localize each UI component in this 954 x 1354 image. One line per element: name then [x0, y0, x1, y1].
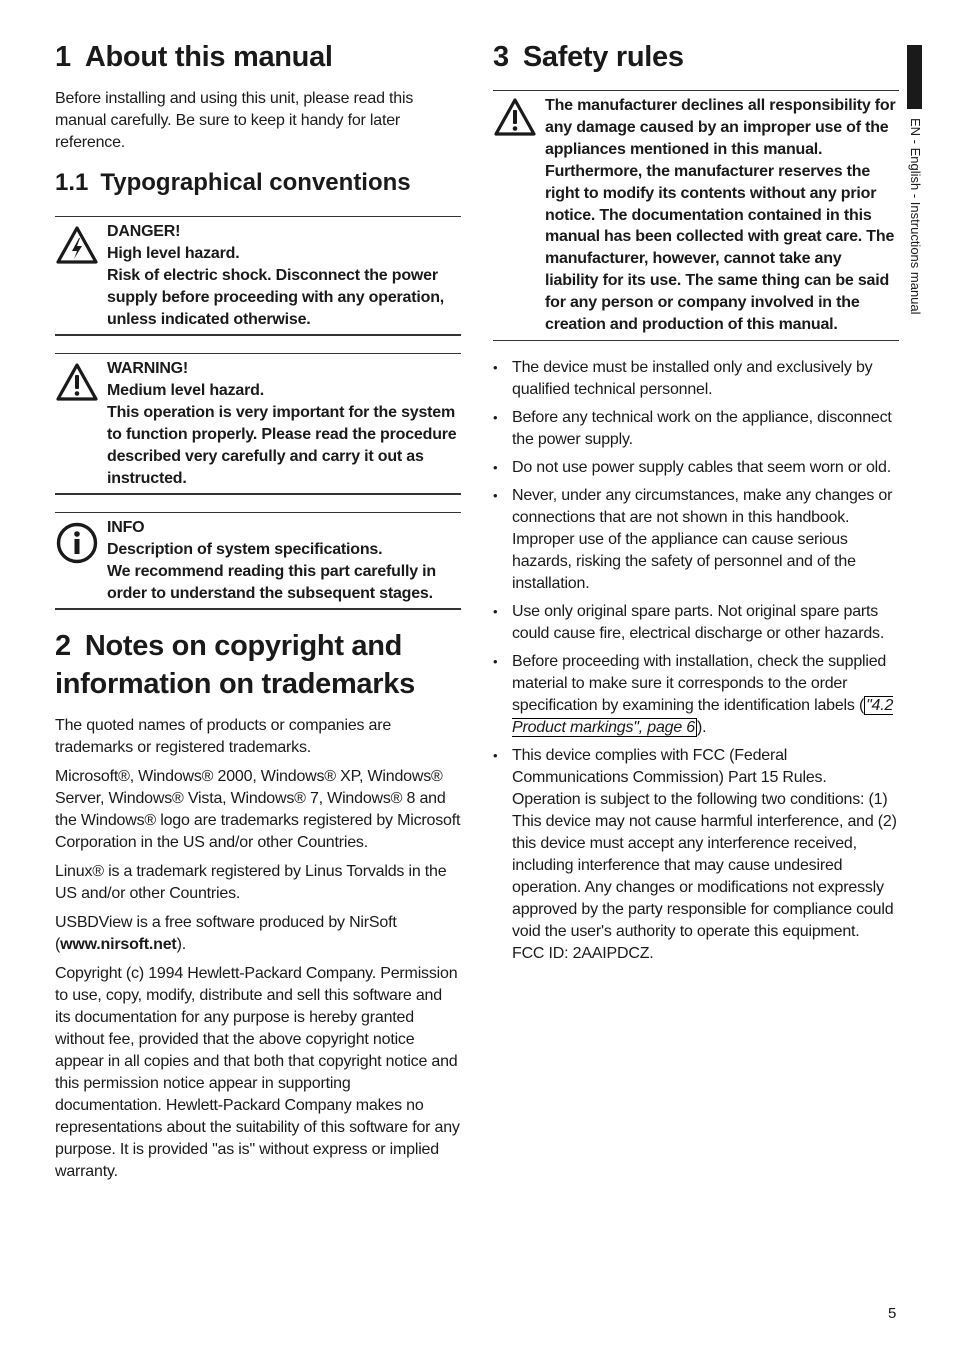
product-markings-link[interactable]: "4.2 Product markings", page 6 — [512, 696, 894, 736]
list-item: • Before any technical work on the appliance, disconnect the power supply. — [493, 407, 899, 451]
electric-hazard-icon — [55, 221, 107, 331]
list-item: • The device must be installed only and exclusively by qualified technical personnel. — [493, 357, 899, 401]
bullet6-text-end: ). — [697, 718, 707, 736]
list-item: • Do not use power supply cables that seem worn or old. — [493, 457, 899, 479]
info-icon — [55, 517, 107, 605]
info-level: Description of system specifications. — [107, 541, 383, 558]
section1-title: About this manual — [84, 41, 333, 73]
list-item: • Never, under any circumstances, make any changes or connections that are not shown in this handbook. Improper use of the appliance can cause serious hazards, risking the safety of personnel and of the installation. — [493, 485, 899, 595]
trademark-paragraph-3: Linux® is a trademark registered by Linus Torvalds in the US and/or other Countries. — [55, 863, 447, 902]
list-item — [493, 745, 899, 965]
safety-warning-text: The manufacturer declines all responsibility for any damage caused by an improper use of the appliances mentioned in this manual. Furthermore, the manufacturer reserves the right to modify its contents without any prior notice. The documentation contained in this manual has been collected with great care. The manufacturer, however, cannot take any liability for its use. The same thing can be said for any person or company involved in the creation and production of this manual. — [545, 97, 896, 334]
page-number: 5 — [888, 1305, 897, 1322]
left-column — [55, 38, 461, 1190]
danger-notice — [55, 216, 461, 336]
section1-heading — [55, 38, 461, 76]
trademark-paragraph-4 — [55, 912, 461, 956]
side-tab-label: EN - English - Instructions manual — [908, 118, 923, 315]
subsection-heading — [55, 168, 461, 198]
section3-number: 3 — [493, 41, 509, 73]
trademark-paragraph-2: Microsoft®, Windows® 2000, Windows® XP, Windows® Server, Windows® Vista, Windows® 7, Windows® 8 and the Windows® logo are trademarks registered by Microsoft Corporation in the US and/or other Countries. — [55, 768, 461, 851]
info-label: INFO — [107, 519, 145, 536]
safety-warning-box — [493, 90, 899, 341]
subsection-title: Typographical conventions — [100, 169, 411, 196]
list-item: • Use only original spare parts. Not original spare parts could cause fire, electrical discharge or other hazards. — [493, 601, 899, 645]
warning-icon — [55, 358, 107, 490]
info-text: We recommend reading this part carefully in order to understand the subsequent stages. — [107, 563, 436, 602]
safety-rules-list — [493, 357, 899, 965]
section2-title-line2: information on trademarks — [55, 668, 415, 700]
section2-title-line1: Notes on copyright and — [84, 630, 403, 662]
section1-number: 1 — [55, 41, 71, 73]
copyright-paragraph: Copyright (c) 1994 Hewlett-Packard Company. Permission to use, copy, modify, distribute and sell this software and its documentation for any purpose is hereby granted without fee, provided that the above copyright notice appear in all copies and that both that copyright notice and this permission notice appear in supporting documentation. Hewlett-Packard Company makes no representations about the suitability of this software for any purpose. It is provided "as is" without express or implied warranty. — [55, 965, 460, 1180]
list-item — [493, 651, 899, 739]
section1-intro: Before installing and using this unit, please read this manual carefully. Be sure to keep it handy for later reference. — [55, 90, 414, 151]
bullet6-text: Before proceeding with installation, check the supplied material to make sure it corresponds to the order specification by examining the identification labels ( — [512, 652, 887, 714]
fcc-id: FCC ID: 2AAIPDCZ. — [512, 944, 654, 962]
danger-label: DANGER! — [107, 223, 181, 240]
usbdview-text: USBDView is a free software produced by NirSoft ( — [55, 914, 397, 953]
fcc-text: This device complies with FCC (Federal Communications Commission) Part 15 Rules. Operation is subject to the following two conditions: (1) This device may not cause harmful interference, and (2) this device must accept any interference received, including interference that may cause undesired operation. Any changes or modifications not expressly approved by the party responsible for compliance could void the user's authority to operate this equipment. — [512, 746, 897, 940]
section3-title: Safety rules — [522, 41, 684, 73]
usbdview-text-end: ). — [176, 936, 186, 953]
info-notice — [55, 512, 461, 610]
side-tab-bar — [907, 45, 922, 109]
danger-level: High level hazard. — [107, 245, 240, 262]
warning-label: WARNING! — [107, 360, 189, 377]
warning-notice — [55, 353, 461, 495]
trademark-paragraph-1: The quoted names of products or companies are trademarks or registered trademarks. — [55, 717, 392, 756]
section2-number: 2 — [55, 630, 71, 662]
nirsoft-link[interactable]: www.nirsoft.net — [60, 936, 177, 953]
danger-text: Risk of electric shock. Disconnect the power supply before proceeding with any operation, unless indicated otherwise. — [107, 267, 445, 328]
section3-heading — [493, 38, 899, 76]
subsection-number: 1.1 — [55, 169, 89, 196]
warning-level: Medium level hazard. — [107, 382, 264, 399]
right-column — [493, 38, 899, 971]
warning-icon — [493, 95, 545, 336]
section2-heading — [55, 627, 461, 703]
warning-text: This operation is very important for the system to function properly. Please read the procedure described very carefully and carry it out as instructed. — [107, 404, 457, 487]
